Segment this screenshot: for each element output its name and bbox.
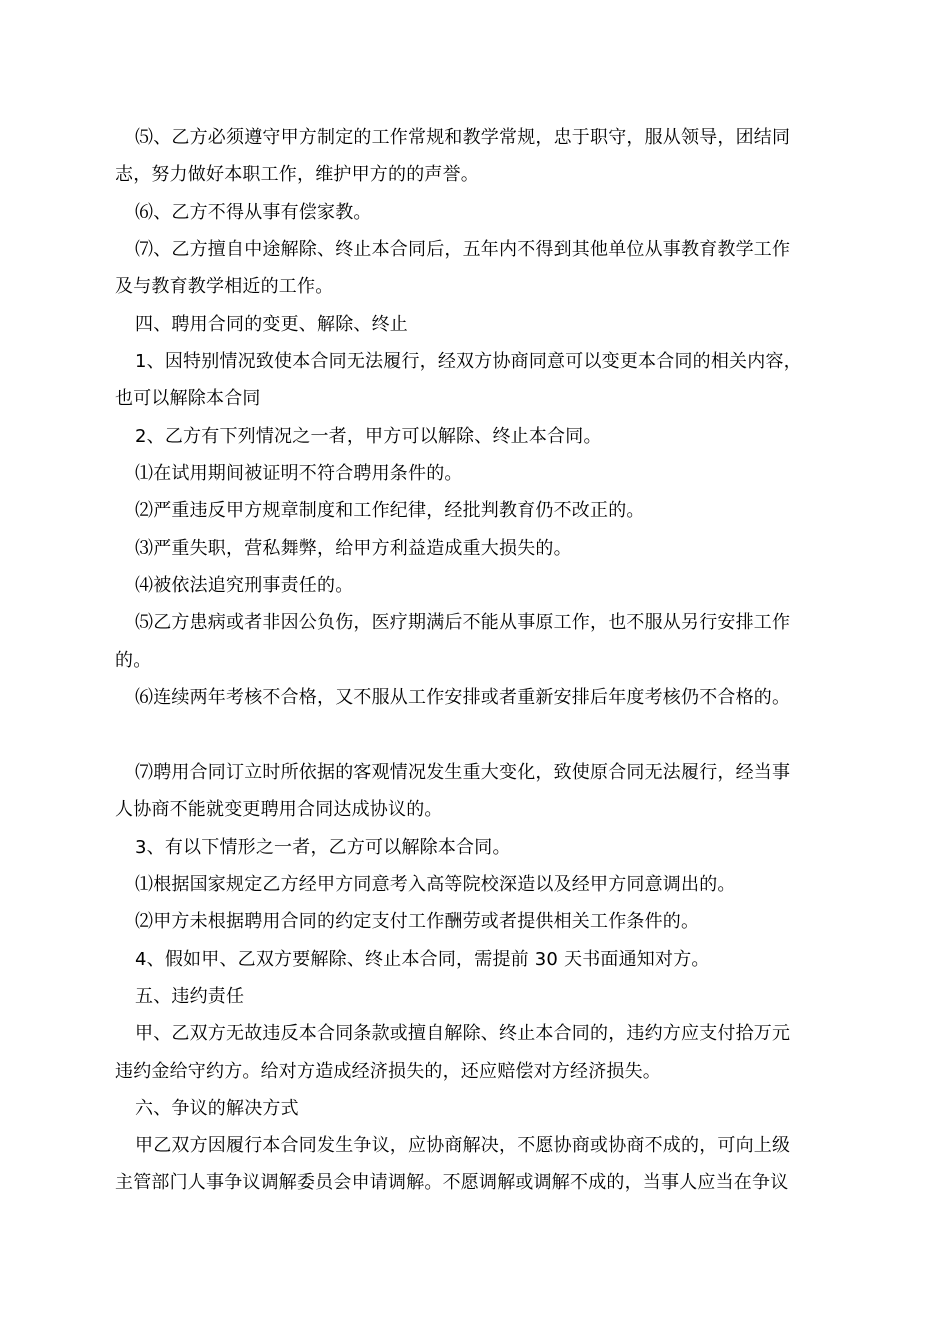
list-item: ⑴根据国家规定乙方经甲方同意考入高等院校深造以及经甲方同意调出的。 <box>135 874 736 895</box>
paragraph-line: 也可以解除本合同 <box>115 388 261 409</box>
list-item: ⑵严重违反甲方规章制度和工作纪律，经批判教育仍不改正的。 <box>135 500 645 521</box>
list-item: ⑹连续两年考核不合格，又不服从工作安排或者重新安排后年度考核仍不合格的。 <box>135 687 791 708</box>
paragraph-line: 及与教育教学相近的工作。 <box>115 276 334 297</box>
paragraph-line: ⑸、乙方必须遵守甲方制定的工作常规和教学常规，忠于职守，服从领导，团结同 <box>135 127 791 148</box>
list-item: ⑺聘用合同订立时所依据的客观情况发生重大变化，致使原合同无法履行，经当事 <box>135 762 791 783</box>
section-heading: 五、违约责任 <box>135 986 245 1007</box>
list-item: ⑸乙方患病或者非因公负伤，医疗期满后不能从事原工作，也不服从另行安排工作 <box>135 612 791 633</box>
section-heading: 四、聘用合同的变更、解除、终止 <box>135 314 408 335</box>
paragraph-line: 的。 <box>115 650 152 671</box>
list-item: ⑷被依法追究刑事责任的。 <box>135 575 354 596</box>
paragraph-line: 1、因特别情况致使本合同无法履行，经双方协商同意可以变更本合同的相关内容， <box>135 351 802 372</box>
paragraph-line: 主管部门人事争议调解委员会申请调解。不愿调解或调解不成的，当事人应当在争议 <box>115 1172 789 1193</box>
paragraph-line: ⑺、乙方擅自中途解除、终止本合同后，五年内不得到其他单位从事教育教学工作 <box>135 239 791 260</box>
section-heading: 六、争议的解决方式 <box>135 1098 299 1119</box>
paragraph-line: 2、乙方有下列情况之一者，甲方可以解除、终止本合同。 <box>135 426 602 447</box>
paragraph-line: 4、假如甲、乙双方要解除、终止本合同，需提前 30 天书面通知对方。 <box>135 949 710 970</box>
paragraph-line: 人协商不能就变更聘用合同达成协议的。 <box>115 799 443 820</box>
paragraph-line: 3、有以下情形之一者，乙方可以解除本合同。 <box>135 837 511 858</box>
paragraph-line: 志，努力做好本职工作，维护甲方的的声誉。 <box>115 164 479 185</box>
list-item: ⑴在试用期间被证明不符合聘用条件的。 <box>135 463 463 484</box>
paragraph-line: ⑹、乙方不得从事有偿家教。 <box>135 202 372 223</box>
list-item: ⑶严重失职，营私舞弊，给甲方利益造成重大损失的。 <box>135 538 572 559</box>
paragraph-line: 甲、乙双方无故违反本合同条款或擅自解除、终止本合同的，违约方应支付拾万元 <box>135 1023 791 1044</box>
paragraph-line: 甲乙双方因履行本合同发生争议，应协商解决，不愿协商或协商不成的，可向上级 <box>135 1135 791 1156</box>
list-item: ⑵甲方未根据聘用合同的约定支付工作酬劳或者提供相关工作条件的。 <box>135 911 700 932</box>
paragraph-line: 违约金给守约方。给对方造成经济损失的，还应赔偿对方经济损失。 <box>115 1061 661 1082</box>
